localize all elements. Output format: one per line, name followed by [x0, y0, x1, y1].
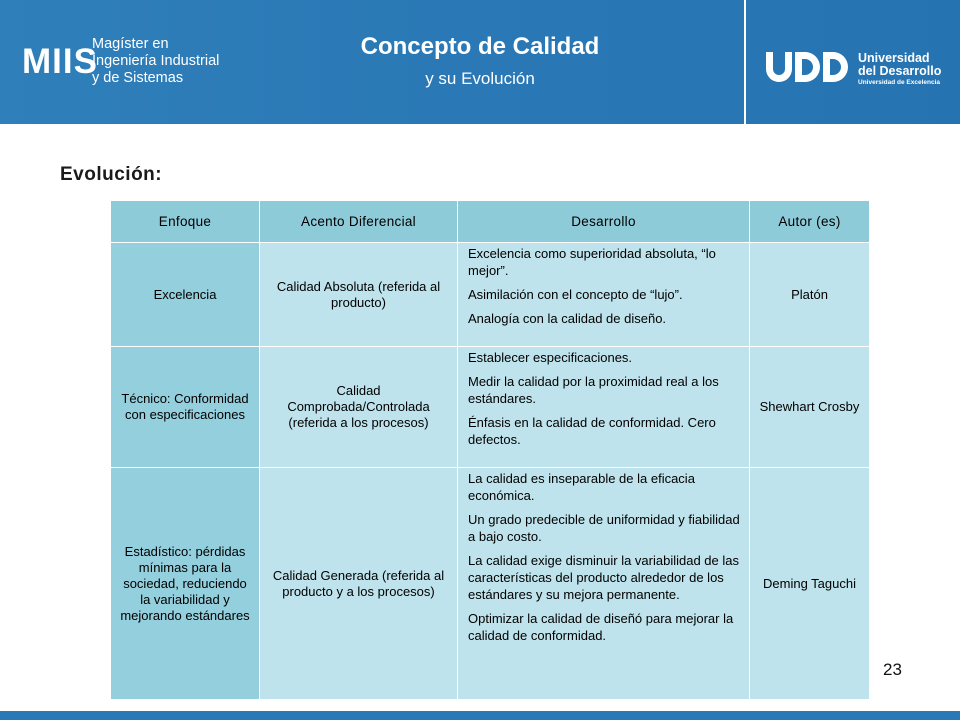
evolution-table-container [110, 200, 870, 700]
page-number: 23 [883, 660, 902, 679]
evolution-table [110, 200, 870, 700]
cell-acento: Calidad Comprobada/Controlada (referida a los procesos) [260, 347, 458, 468]
cell-desarrollo [458, 468, 750, 700]
cell-enfoque: Técnico: Conformidad con especificaciones [111, 347, 260, 468]
header-autor: Autor (es) [750, 201, 870, 243]
slide-title: Concepto de Calidad [360, 33, 600, 60]
header-acento: Acento Diferencial [260, 201, 458, 243]
desarrollo-item: La calidad exige disminuir la variabilidad de las características del producto alrededor de los estándares y su mejora permanente. [468, 553, 739, 602]
miis-line-3: y de Sistemas [92, 70, 184, 86]
udd-logo-icon [762, 46, 858, 86]
desarrollo-item: Asimilación con el concepto de “lujo”. [468, 287, 683, 302]
desarrollo-item: Analogía con la calidad de diseño. [468, 311, 667, 326]
cell-acento: Calidad Generada (referida al producto y a los procesos) [260, 468, 458, 700]
header-banner [0, 0, 960, 124]
slide-subtitle: y su Evolución [425, 69, 535, 88]
cell-desarrollo [458, 243, 750, 347]
desarrollo-item: Medir la calidad por la proximidad real a los estándares. [468, 374, 719, 406]
cell-autor: Deming Taguchi [750, 468, 870, 700]
header-divider [744, 0, 746, 124]
desarrollo-item: Excelencia como superioridad absoluta, “lo mejor”. [468, 246, 716, 278]
header-enfoque: Enfoque [111, 201, 260, 243]
table-row [111, 347, 870, 468]
miis-logo: MIIS [22, 42, 98, 81]
section-title: Evolución: [60, 164, 163, 185]
udd-line-2: del Desarrollo [858, 64, 942, 78]
miis-line-2: Ingeniería Industrial [92, 53, 220, 69]
desarrollo-item: Optimizar la calidad de diseñó para mejorar la calidad de conformidad. [468, 611, 734, 643]
cell-autor: Shewhart Crosby [750, 347, 870, 468]
table-header-row [111, 201, 870, 243]
desarrollo-item: Establecer especificaciones. [468, 350, 633, 365]
udd-logo-text [858, 52, 941, 87]
table-row [111, 243, 870, 347]
header-desarrollo: Desarrollo [458, 201, 750, 243]
cell-acento: Calidad Absoluta (referida al producto) [260, 243, 458, 347]
cell-autor: Platón [750, 243, 870, 347]
cell-enfoque: Estadístico: pérdidas mínimas para la sociedad, reduciendo la variabilidad y mejorando estándares [111, 468, 260, 700]
udd-line-3: Universidad de Excelencia [858, 79, 941, 86]
desarrollo-item: La calidad es inseparable de la eficacia económica. [468, 471, 695, 503]
cell-desarrollo [458, 347, 750, 468]
desarrollo-item: Énfasis en la calidad de conformidad. Cero defectos. [468, 415, 716, 447]
footer-bar [0, 711, 960, 720]
miis-line-1: Magíster en [92, 36, 169, 52]
cell-enfoque: Excelencia [111, 243, 260, 347]
desarrollo-item: Un grado predecible de uniformidad y fiabilidad a bajo costo. [468, 512, 740, 544]
table-row [111, 468, 870, 700]
udd-line-1: Universidad [858, 51, 930, 65]
miis-program-name [92, 36, 219, 87]
